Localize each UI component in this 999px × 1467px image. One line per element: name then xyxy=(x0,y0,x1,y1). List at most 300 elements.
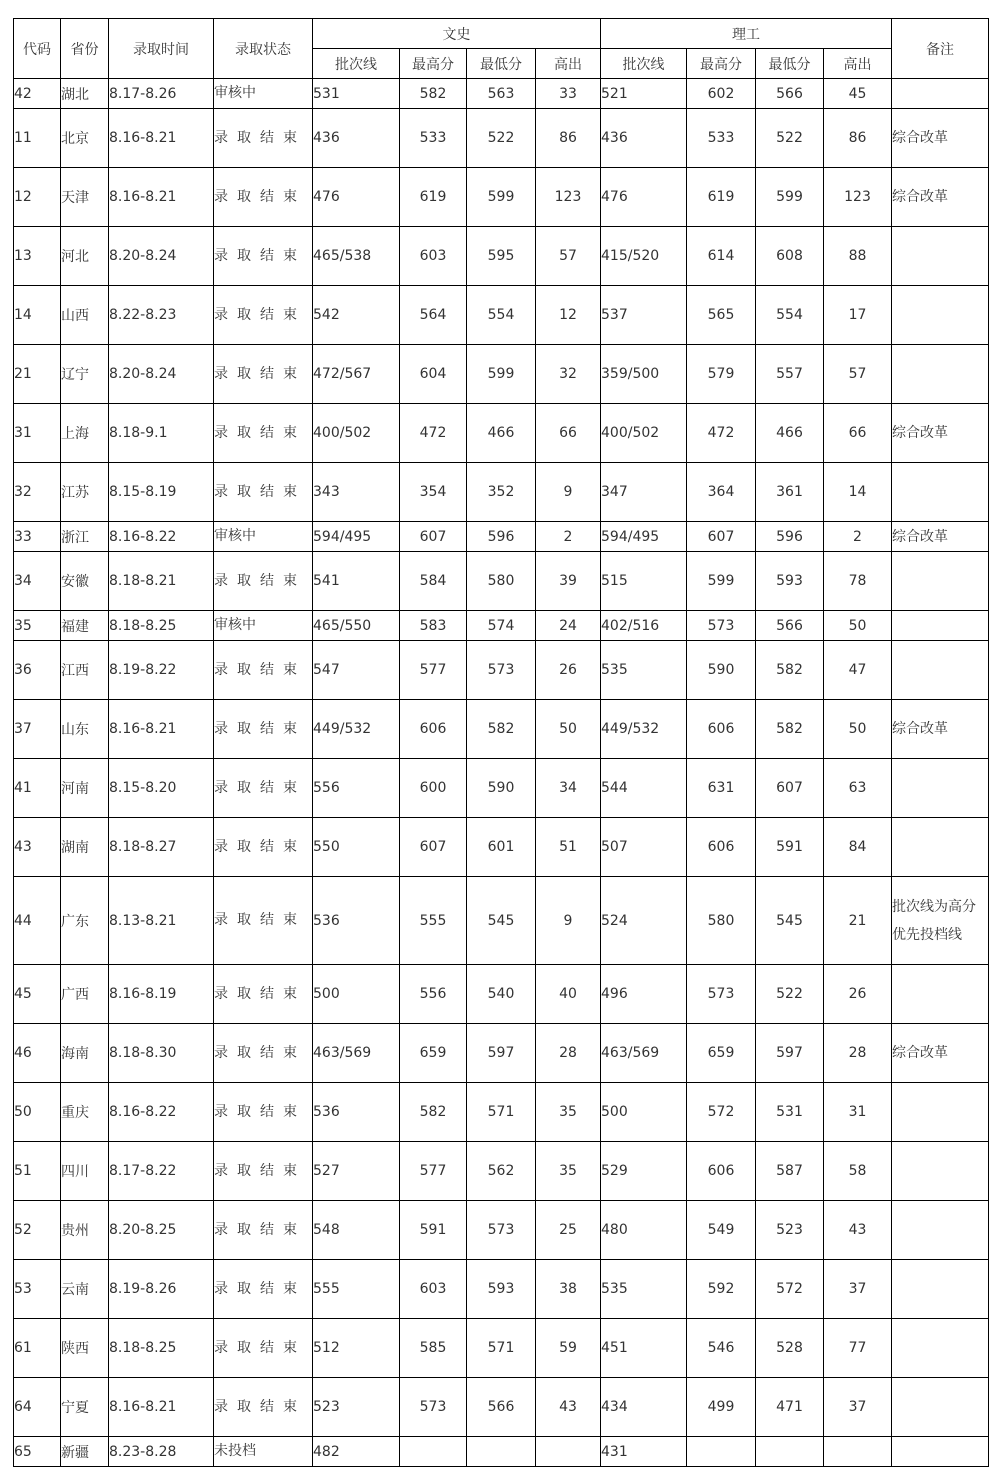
cell-time: 8.19-8.22 xyxy=(109,641,214,700)
cell-province: 上海 xyxy=(61,404,109,463)
cell-ligong-score: 522 xyxy=(756,965,824,1024)
cell-wenshi-batch: 465/538 xyxy=(313,227,400,286)
cell-wenshi-score: 573 xyxy=(400,1378,467,1437)
cell-remark: 综合改革 xyxy=(892,109,989,168)
cell-wenshi-score: 35 xyxy=(536,1142,601,1201)
cell-province: 广西 xyxy=(61,965,109,1024)
cell-time: 8.19-8.26 xyxy=(109,1260,214,1319)
cell-wenshi-score: 472 xyxy=(400,404,467,463)
cell-ligong-score: 573 xyxy=(687,611,756,641)
cell-province: 湖北 xyxy=(61,79,109,109)
cell-province: 河北 xyxy=(61,227,109,286)
table-row xyxy=(14,552,989,611)
cell-status: 录取结束 xyxy=(214,759,313,818)
cell-wenshi-score: 591 xyxy=(400,1201,467,1260)
header-status: 录取状态 xyxy=(214,19,313,79)
cell-ligong-batch: 535 xyxy=(601,1260,687,1319)
cell-wenshi-batch: 449/532 xyxy=(313,700,400,759)
cell-wenshi-score: 33 xyxy=(536,79,601,109)
cell-ligong-score: 364 xyxy=(687,463,756,522)
table-row xyxy=(14,1319,989,1378)
cell-ligong-score: 557 xyxy=(756,345,824,404)
cell-wenshi-score: 556 xyxy=(400,965,467,1024)
cell-wenshi-score: 563 xyxy=(467,79,536,109)
cell-wenshi-batch: 531 xyxy=(313,79,400,109)
cell-remark xyxy=(892,552,989,611)
cell-province: 辽宁 xyxy=(61,345,109,404)
cell-time: 8.17-8.22 xyxy=(109,1142,214,1201)
cell-ligong-score: 17 xyxy=(824,286,892,345)
cell-time: 8.16-8.21 xyxy=(109,109,214,168)
cell-ligong-batch: 434 xyxy=(601,1378,687,1437)
cell-ligong-batch: 431 xyxy=(601,1437,687,1467)
cell-province: 新疆 xyxy=(61,1437,109,1467)
header-w-max: 最高分 xyxy=(400,49,467,79)
cell-ligong-batch: 347 xyxy=(601,463,687,522)
cell-remark xyxy=(892,1083,989,1142)
cell-time: 8.16-8.22 xyxy=(109,1083,214,1142)
cell-ligong-score: 596 xyxy=(756,522,824,552)
cell-code: 50 xyxy=(14,1083,61,1142)
header-l-max: 最高分 xyxy=(687,49,756,79)
cell-status: 审核中 xyxy=(214,522,313,552)
cell-ligong-score: 86 xyxy=(824,109,892,168)
cell-status: 录取结束 xyxy=(214,463,313,522)
cell-ligong-score: 631 xyxy=(687,759,756,818)
cell-ligong-batch: 402/516 xyxy=(601,611,687,641)
cell-ligong-batch: 436 xyxy=(601,109,687,168)
table-row xyxy=(14,641,989,700)
cell-remark xyxy=(892,759,989,818)
cell-wenshi-batch: 476 xyxy=(313,168,400,227)
cell-ligong-score xyxy=(687,1437,756,1467)
cell-ligong-batch: 463/569 xyxy=(601,1024,687,1083)
cell-ligong-score: 57 xyxy=(824,345,892,404)
table-row xyxy=(14,1083,989,1142)
header-l-min: 最低分 xyxy=(756,49,824,79)
cell-code: 36 xyxy=(14,641,61,700)
cell-province: 天津 xyxy=(61,168,109,227)
cell-wenshi-score xyxy=(467,1437,536,1467)
cell-ligong-score: 587 xyxy=(756,1142,824,1201)
cell-time: 8.23-8.28 xyxy=(109,1437,214,1467)
cell-ligong-score: 554 xyxy=(756,286,824,345)
header-w-batch: 批次线 xyxy=(313,49,400,79)
cell-wenshi-score: 51 xyxy=(536,818,601,877)
cell-province: 北京 xyxy=(61,109,109,168)
cell-time: 8.16-8.21 xyxy=(109,1378,214,1437)
cell-province: 贵州 xyxy=(61,1201,109,1260)
cell-code: 53 xyxy=(14,1260,61,1319)
cell-ligong-score: 546 xyxy=(687,1319,756,1378)
cell-ligong-score: 606 xyxy=(687,700,756,759)
cell-wenshi-score: 352 xyxy=(467,463,536,522)
cell-wenshi-score: 25 xyxy=(536,1201,601,1260)
cell-remark xyxy=(892,1378,989,1437)
table-row xyxy=(14,1260,989,1319)
cell-wenshi-score: 466 xyxy=(467,404,536,463)
cell-wenshi-score: 607 xyxy=(400,818,467,877)
cell-ligong-score: 606 xyxy=(687,1142,756,1201)
cell-ligong-score: 522 xyxy=(756,109,824,168)
cell-ligong-score: 528 xyxy=(756,1319,824,1378)
cell-province: 福建 xyxy=(61,611,109,641)
cell-wenshi-score: 607 xyxy=(400,522,467,552)
cell-remark: 综合改革 xyxy=(892,522,989,552)
cell-ligong-score: 88 xyxy=(824,227,892,286)
cell-wenshi-score: 584 xyxy=(400,552,467,611)
cell-ligong-batch: 535 xyxy=(601,641,687,700)
cell-time: 8.16-8.19 xyxy=(109,965,214,1024)
table-row xyxy=(14,286,989,345)
cell-ligong-batch: 359/500 xyxy=(601,345,687,404)
cell-ligong-score: 63 xyxy=(824,759,892,818)
cell-wenshi-score: 599 xyxy=(467,345,536,404)
cell-status: 未投档 xyxy=(214,1437,313,1467)
cell-code: 64 xyxy=(14,1378,61,1437)
cell-ligong-batch: 537 xyxy=(601,286,687,345)
cell-province: 陕西 xyxy=(61,1319,109,1378)
cell-wenshi-score: 603 xyxy=(400,227,467,286)
cell-status: 录取结束 xyxy=(214,1024,313,1083)
cell-time: 8.18-8.25 xyxy=(109,1319,214,1378)
cell-wenshi-score: 599 xyxy=(467,168,536,227)
cell-time: 8.22-8.23 xyxy=(109,286,214,345)
cell-wenshi-score: 601 xyxy=(467,818,536,877)
table-row xyxy=(14,877,989,965)
cell-code: 52 xyxy=(14,1201,61,1260)
cell-ligong-score: 84 xyxy=(824,818,892,877)
table-row xyxy=(14,611,989,641)
cell-ligong-score: 472 xyxy=(687,404,756,463)
cell-time: 8.16-8.21 xyxy=(109,168,214,227)
cell-ligong-score: 471 xyxy=(756,1378,824,1437)
cell-remark xyxy=(892,286,989,345)
cell-status: 录取结束 xyxy=(214,286,313,345)
table-row xyxy=(14,522,989,552)
cell-time: 8.15-8.19 xyxy=(109,463,214,522)
header-l-batch: 批次线 xyxy=(601,49,687,79)
cell-wenshi-score: 32 xyxy=(536,345,601,404)
table-row xyxy=(14,700,989,759)
cell-wenshi-score: 564 xyxy=(400,286,467,345)
cell-time: 8.18-8.27 xyxy=(109,818,214,877)
cell-wenshi-batch: 542 xyxy=(313,286,400,345)
admission-table xyxy=(13,18,989,1467)
cell-wenshi-score: 619 xyxy=(400,168,467,227)
cell-code: 51 xyxy=(14,1142,61,1201)
cell-wenshi-score: 2 xyxy=(536,522,601,552)
table-row xyxy=(14,1437,989,1467)
cell-wenshi-batch: 536 xyxy=(313,1083,400,1142)
cell-ligong-score: 66 xyxy=(824,404,892,463)
cell-ligong-batch: 544 xyxy=(601,759,687,818)
cell-wenshi-score: 603 xyxy=(400,1260,467,1319)
table-row xyxy=(14,1201,989,1260)
cell-code: 34 xyxy=(14,552,61,611)
cell-ligong-batch: 521 xyxy=(601,79,687,109)
table-row xyxy=(14,404,989,463)
cell-wenshi-score: 580 xyxy=(467,552,536,611)
cell-ligong-score: 599 xyxy=(756,168,824,227)
cell-code: 11 xyxy=(14,109,61,168)
cell-wenshi-score: 86 xyxy=(536,109,601,168)
cell-status: 录取结束 xyxy=(214,641,313,700)
cell-province: 重庆 xyxy=(61,1083,109,1142)
cell-status: 录取结束 xyxy=(214,700,313,759)
header-wenshi: 文史 xyxy=(313,19,601,49)
cell-ligong-score: 573 xyxy=(687,965,756,1024)
cell-ligong-batch: 524 xyxy=(601,877,687,965)
cell-wenshi-batch: 463/569 xyxy=(313,1024,400,1083)
cell-wenshi-batch: 536 xyxy=(313,877,400,965)
cell-province: 云南 xyxy=(61,1260,109,1319)
cell-ligong-score: 47 xyxy=(824,641,892,700)
cell-ligong-batch: 449/532 xyxy=(601,700,687,759)
cell-wenshi-score: 545 xyxy=(467,877,536,965)
cell-remark xyxy=(892,227,989,286)
cell-ligong-batch: 400/502 xyxy=(601,404,687,463)
cell-status: 录取结束 xyxy=(214,404,313,463)
cell-wenshi-score: 554 xyxy=(467,286,536,345)
cell-ligong-score: 545 xyxy=(756,877,824,965)
cell-time: 8.16-8.22 xyxy=(109,522,214,552)
cell-ligong-score: 533 xyxy=(687,109,756,168)
cell-code: 42 xyxy=(14,79,61,109)
cell-ligong-score: 549 xyxy=(687,1201,756,1260)
cell-status: 录取结束 xyxy=(214,109,313,168)
cell-code: 45 xyxy=(14,965,61,1024)
cell-code: 43 xyxy=(14,818,61,877)
cell-wenshi-score: 577 xyxy=(400,1142,467,1201)
cell-ligong-score: 582 xyxy=(756,700,824,759)
cell-ligong-score: 14 xyxy=(824,463,892,522)
header-time: 录取时间 xyxy=(109,19,214,79)
cell-ligong-score: 123 xyxy=(824,168,892,227)
cell-ligong-score: 531 xyxy=(756,1083,824,1142)
cell-ligong-score: 572 xyxy=(756,1260,824,1319)
cell-wenshi-score: 593 xyxy=(467,1260,536,1319)
cell-ligong-score: 361 xyxy=(756,463,824,522)
cell-province: 宁夏 xyxy=(61,1378,109,1437)
cell-wenshi-score: 26 xyxy=(536,641,601,700)
cell-status: 录取结束 xyxy=(214,1142,313,1201)
cell-ligong-batch: 500 xyxy=(601,1083,687,1142)
cell-remark xyxy=(892,818,989,877)
cell-status: 录取结束 xyxy=(214,877,313,965)
cell-time: 8.20-8.24 xyxy=(109,227,214,286)
cell-wenshi-score: 24 xyxy=(536,611,601,641)
cell-remark xyxy=(892,1260,989,1319)
header-w-over: 高出 xyxy=(536,49,601,79)
cell-wenshi-batch: 556 xyxy=(313,759,400,818)
cell-wenshi-score: 590 xyxy=(467,759,536,818)
cell-wenshi-score: 574 xyxy=(467,611,536,641)
cell-code: 13 xyxy=(14,227,61,286)
cell-code: 12 xyxy=(14,168,61,227)
cell-wenshi-score: 50 xyxy=(536,700,601,759)
header-remark: 备注 xyxy=(892,19,989,79)
cell-ligong-batch: 496 xyxy=(601,965,687,1024)
cell-ligong-score: 590 xyxy=(687,641,756,700)
cell-ligong-score: 580 xyxy=(687,877,756,965)
cell-wenshi-batch: 527 xyxy=(313,1142,400,1201)
cell-wenshi-score: 66 xyxy=(536,404,601,463)
cell-ligong-score: 78 xyxy=(824,552,892,611)
cell-ligong-score: 77 xyxy=(824,1319,892,1378)
cell-wenshi-score: 604 xyxy=(400,345,467,404)
cell-ligong-score: 614 xyxy=(687,227,756,286)
cell-ligong-score: 608 xyxy=(756,227,824,286)
cell-ligong-score: 45 xyxy=(824,79,892,109)
cell-wenshi-score: 596 xyxy=(467,522,536,552)
cell-ligong-score: 523 xyxy=(756,1201,824,1260)
cell-province: 浙江 xyxy=(61,522,109,552)
table-row xyxy=(14,965,989,1024)
cell-wenshi-score: 573 xyxy=(467,641,536,700)
cell-wenshi-score: 38 xyxy=(536,1260,601,1319)
cell-code: 14 xyxy=(14,286,61,345)
cell-wenshi-score: 582 xyxy=(400,79,467,109)
cell-wenshi-score: 571 xyxy=(467,1319,536,1378)
cell-wenshi-score: 12 xyxy=(536,286,601,345)
cell-status: 录取结束 xyxy=(214,1378,313,1437)
cell-status: 录取结束 xyxy=(214,345,313,404)
cell-province: 江西 xyxy=(61,641,109,700)
cell-time: 8.18-8.25 xyxy=(109,611,214,641)
cell-ligong-score: 619 xyxy=(687,168,756,227)
cell-remark xyxy=(892,79,989,109)
cell-time: 8.18-8.30 xyxy=(109,1024,214,1083)
cell-time: 8.20-8.24 xyxy=(109,345,214,404)
cell-province: 江苏 xyxy=(61,463,109,522)
cell-ligong-score: 31 xyxy=(824,1083,892,1142)
cell-ligong-score: 28 xyxy=(824,1024,892,1083)
cell-code: 61 xyxy=(14,1319,61,1378)
cell-wenshi-score: 40 xyxy=(536,965,601,1024)
cell-remark: 综合改革 xyxy=(892,700,989,759)
cell-wenshi-score: 571 xyxy=(467,1083,536,1142)
cell-remark xyxy=(892,641,989,700)
cell-wenshi-score: 606 xyxy=(400,700,467,759)
cell-province: 四川 xyxy=(61,1142,109,1201)
table-row xyxy=(14,79,989,109)
cell-ligong-batch: 451 xyxy=(601,1319,687,1378)
cell-ligong-score: 566 xyxy=(756,611,824,641)
cell-wenshi-score: 533 xyxy=(400,109,467,168)
table-row xyxy=(14,463,989,522)
cell-status: 录取结束 xyxy=(214,1201,313,1260)
cell-wenshi-score: 595 xyxy=(467,227,536,286)
cell-time: 8.20-8.25 xyxy=(109,1201,214,1260)
cell-wenshi-score: 59 xyxy=(536,1319,601,1378)
cell-time: 8.16-8.21 xyxy=(109,700,214,759)
cell-wenshi-score: 566 xyxy=(467,1378,536,1437)
cell-wenshi-score: 9 xyxy=(536,877,601,965)
cell-wenshi-batch: 555 xyxy=(313,1260,400,1319)
cell-code: 44 xyxy=(14,877,61,965)
cell-wenshi-score: 582 xyxy=(400,1083,467,1142)
cell-status: 录取结束 xyxy=(214,818,313,877)
cell-wenshi-score: 555 xyxy=(400,877,467,965)
cell-ligong-score: 579 xyxy=(687,345,756,404)
cell-wenshi-score: 585 xyxy=(400,1319,467,1378)
cell-time: 8.13-8.21 xyxy=(109,877,214,965)
cell-ligong-score: 58 xyxy=(824,1142,892,1201)
header-w-min: 最低分 xyxy=(467,49,536,79)
cell-ligong-score: 659 xyxy=(687,1024,756,1083)
header-province: 省份 xyxy=(61,19,109,79)
cell-province: 湖南 xyxy=(61,818,109,877)
cell-wenshi-score: 577 xyxy=(400,641,467,700)
cell-wenshi-batch: 436 xyxy=(313,109,400,168)
cell-ligong-score: 607 xyxy=(687,522,756,552)
cell-wenshi-score: 28 xyxy=(536,1024,601,1083)
header-l-over: 高出 xyxy=(824,49,892,79)
cell-province: 山西 xyxy=(61,286,109,345)
cell-code: 35 xyxy=(14,611,61,641)
cell-ligong-score: 607 xyxy=(756,759,824,818)
cell-ligong-score: 50 xyxy=(824,700,892,759)
cell-wenshi-batch: 400/502 xyxy=(313,404,400,463)
table-row xyxy=(14,109,989,168)
cell-remark: 综合改革 xyxy=(892,168,989,227)
cell-wenshi-score: 34 xyxy=(536,759,601,818)
table-row xyxy=(14,1142,989,1201)
cell-status: 录取结束 xyxy=(214,965,313,1024)
cell-wenshi-score: 39 xyxy=(536,552,601,611)
cell-wenshi-batch: 472/567 xyxy=(313,345,400,404)
cell-wenshi-batch: 500 xyxy=(313,965,400,1024)
cell-wenshi-score xyxy=(536,1437,601,1467)
cell-wenshi-batch: 512 xyxy=(313,1319,400,1378)
cell-ligong-score: 37 xyxy=(824,1378,892,1437)
cell-time: 8.15-8.20 xyxy=(109,759,214,818)
cell-wenshi-batch: 482 xyxy=(313,1437,400,1467)
cell-ligong-score: 597 xyxy=(756,1024,824,1083)
cell-ligong-score: 591 xyxy=(756,818,824,877)
cell-remark xyxy=(892,611,989,641)
cell-wenshi-score: 9 xyxy=(536,463,601,522)
cell-ligong-batch: 507 xyxy=(601,818,687,877)
cell-ligong-score: 50 xyxy=(824,611,892,641)
cell-ligong-batch: 480 xyxy=(601,1201,687,1260)
cell-wenshi-score: 562 xyxy=(467,1142,536,1201)
cell-wenshi-score: 600 xyxy=(400,759,467,818)
cell-status: 录取结束 xyxy=(214,168,313,227)
cell-wenshi-score: 659 xyxy=(400,1024,467,1083)
cell-ligong-batch: 594/495 xyxy=(601,522,687,552)
cell-wenshi-score: 354 xyxy=(400,463,467,522)
cell-status: 录取结束 xyxy=(214,1319,313,1378)
cell-wenshi-score: 597 xyxy=(467,1024,536,1083)
cell-wenshi-score: 123 xyxy=(536,168,601,227)
cell-ligong-score: 565 xyxy=(687,286,756,345)
cell-remark xyxy=(892,345,989,404)
cell-ligong-score: 582 xyxy=(756,641,824,700)
header-code: 代码 xyxy=(14,19,61,79)
cell-ligong-score: 599 xyxy=(687,552,756,611)
cell-status: 录取结束 xyxy=(214,1083,313,1142)
cell-province: 山东 xyxy=(61,700,109,759)
table-header xyxy=(14,19,989,79)
cell-status: 录取结束 xyxy=(214,1260,313,1319)
cell-province: 河南 xyxy=(61,759,109,818)
table-row xyxy=(14,227,989,286)
cell-wenshi-score: 43 xyxy=(536,1378,601,1437)
cell-ligong-score: 43 xyxy=(824,1201,892,1260)
table-row xyxy=(14,1024,989,1083)
